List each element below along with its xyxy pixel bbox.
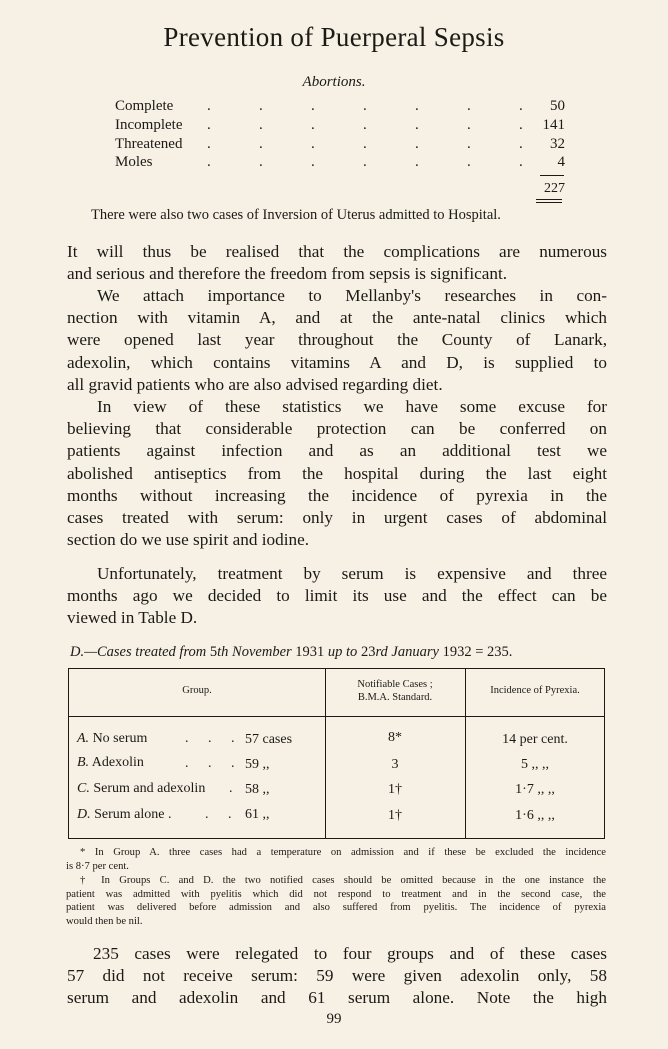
text-line: adexolin, which contains vitamins A and D, is supplied to [67,352,607,372]
row-group: Serum alone . [94,807,172,822]
text-line: believing that considerable protection can be conferred on [67,419,607,439]
text-line: In view of these statistics we have some excuse for [97,397,607,416]
text-line: abolished antiseptics from the hospital during the last eight [67,463,607,483]
row-group: Serum and adexolin [93,781,206,796]
row-notifiable: 1† [388,808,402,823]
caption-year1: 1931 [291,644,328,660]
abortions-heading: Abortions. [302,74,366,90]
text-line: Unfortunately, treatment by serum is expensive and three [97,564,607,583]
row-notifiable: 8* [388,730,402,745]
row-group: No serum [92,731,148,746]
abortion-value: 4 [557,154,565,170]
text-line: and serious and therefore the freedom from sepsis is significant. [67,264,508,284]
leader-dots: . . . [185,756,243,771]
row-letter: B. [77,755,90,770]
footnote-line: is 8·7 per cent. [66,860,129,872]
row-letter: D. [77,807,91,822]
leader-dots: . [229,781,233,796]
caption-mid: up to [327,644,358,660]
abortion-value: 141 [542,117,565,133]
text-line: serum and adexolin and 61 serum alone. Note the high [67,988,607,1008]
text-line: nection with vitamin A, and at the ante-natal clinics which [67,308,607,328]
row-incidence: 14 per cent. [502,732,568,747]
paragraph-3 [67,396,607,551]
row-letter: C. [77,781,90,796]
caption-month2: rd January [375,644,439,660]
text-line: It will thus be realised that the complications are numerous [67,242,607,261]
footnote-line: patient was admitted with pyelitis which did not respond to treatment and in the second case, the [66,888,606,900]
footnote-asterisk [66,846,606,873]
text-line: were opened last year throughout the County of Lanark, [67,330,607,350]
paragraph-2 [67,285,607,396]
abortions-total: 227 [544,181,565,196]
abortion-row-complete: Complete . . . . . . . 50 [115,98,565,114]
row-incidence: 1·6 ,, ,, [515,808,555,823]
leader-dots: . . . [185,731,243,746]
paragraph-1 [67,241,607,285]
caption-month1: th November [217,644,292,660]
total-double-rule [536,199,562,203]
caption-tail: 1932 = 235. [438,644,513,660]
text-line: months without increasing the incidence of pyrexia in the [67,485,607,505]
table-caption [70,644,606,661]
table-d [68,668,605,839]
row-incidence: 5 ,, ,, [521,757,549,772]
header-notifiable-line2: B.M.A. Standard. [357,692,433,703]
caption-day2: 23 [357,644,376,660]
row-count: 61 ,, [245,807,270,822]
text-line: We attach importance to Mellanby's researches in con- [97,286,607,305]
abortion-value: 50 [550,98,565,114]
row-notifiable: 1† [388,782,402,797]
abortion-label: Threatened [115,136,183,152]
header-group: Group. [182,685,212,696]
abortion-row-incomplete: Incomplete . . . . . . . 141 [115,117,565,133]
abortion-label: Moles [115,154,153,170]
footnote-line: * In Group A. three cases had a temperature on admission and if these be excluded the incidence [80,847,606,858]
text-line: cases treated with serum: only in urgent cases of abdominal [67,507,607,527]
footnote-line: patient was delivered before admission and also suffered from pyelitis. The incidence of pyrexia [66,902,606,914]
abortion-label: Incomplete [115,117,183,133]
text-line: 235 cases were relegated to four groups and of these cases [93,944,607,963]
text-line: all gravid patients who are also advised regarding diet. [67,374,443,394]
row-notifiable: 3 [391,757,399,772]
text-line: 57 did not receive serum: 59 were given adexolin only, 58 [67,966,607,986]
text-line: patients against infection and as an additional test we [67,441,607,461]
header-notifiable-line1: Notifiable Cases ; [357,679,433,690]
footnote-line: † In Groups C. and D. the two notified cases should be omitted because in the one instance the [80,875,606,886]
text-line: section do we use spirit and iodine. [67,530,310,550]
row-group: Adexolin [91,755,144,770]
header-divider [69,716,604,717]
sum-rule [540,175,564,176]
row-count: 59 ,, [245,757,270,772]
header-incidence: Incidence of Pyrexia. [490,685,580,696]
page-number: 99 [326,1011,342,1027]
page-title: Prevention of Puerperal Sepsis [163,22,505,52]
text-line: viewed in Table D. [67,608,198,628]
abortion-label: Complete [115,98,174,114]
footnote-dagger [66,874,606,928]
caption-prefix: D.—Cases treated from [70,644,210,660]
abortion-row-threatened: Threatened . . . . . . . 32 [115,136,565,152]
inversion-note: There were also two cases of Inversion of Uterus admitted to Hospital. [91,207,501,223]
paragraph-5 [67,943,607,1010]
row-incidence: 1·7 ,, ,, [515,782,555,797]
abortion-row-moles: Moles . . . . . . . 4 [115,154,565,170]
caption-day1: 5 [209,644,218,660]
paragraph-4 [67,563,607,630]
footnote-line: would then be nil. [66,915,143,927]
row-count: 58 ,, [245,782,270,797]
leader-dots: . . [205,807,240,822]
row-letter: A. [77,731,90,746]
header-notifiable [325,678,465,704]
text-line: months ago we decided to limit its use and the effect can be [67,586,607,606]
abortion-value: 32 [550,136,565,152]
row-count: 57 cases [245,732,293,747]
